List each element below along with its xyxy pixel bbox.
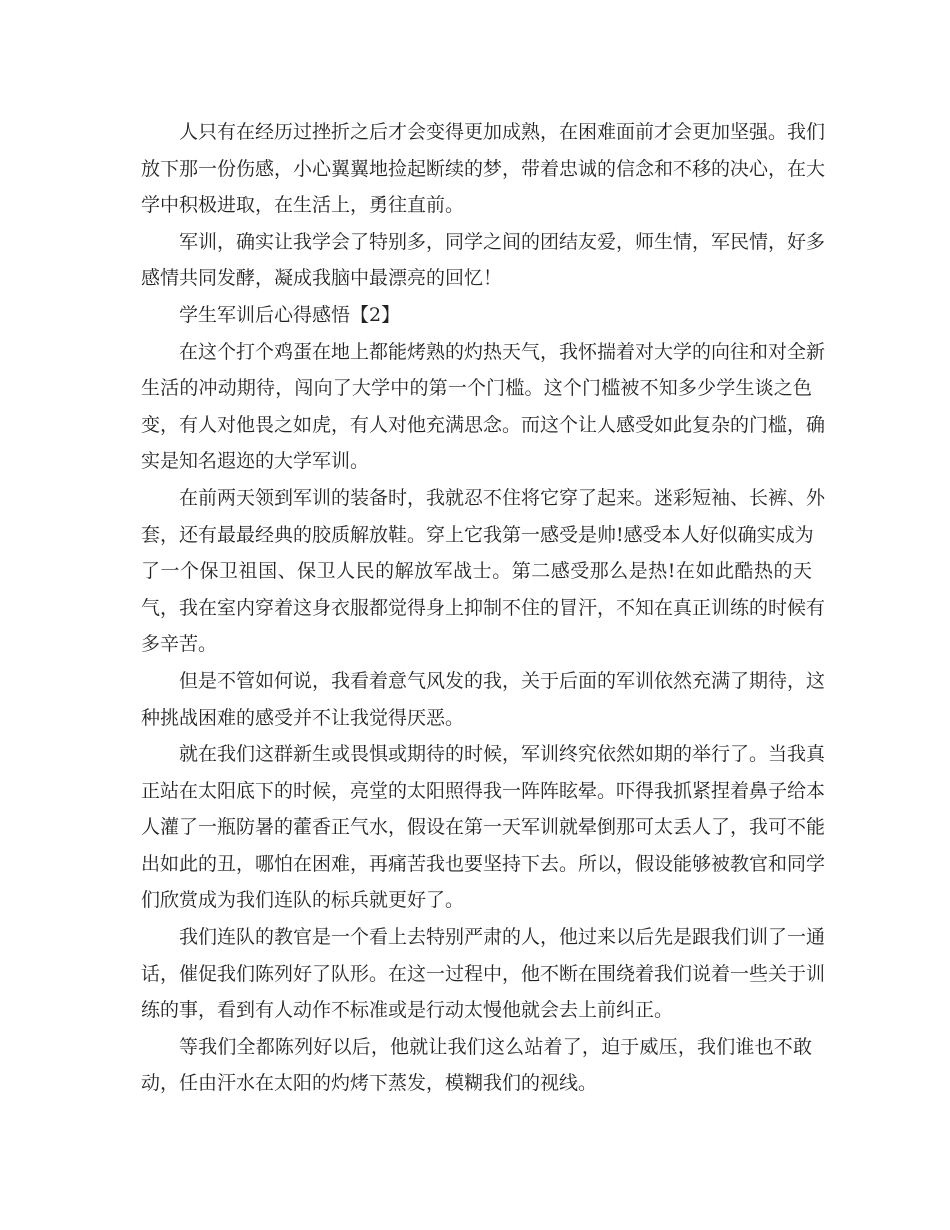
paragraph-line: 等我们全都陈列好以后，他就让我们这么站着了，迫于威压，我们谁也不敢 xyxy=(179,1035,812,1058)
paragraph-line: 在这个打个鸡蛋在地上都能烤熟的灼热天气，我怀揣着对大学的向往和对全新 xyxy=(179,340,826,363)
paragraph-line: 出如此的丑，哪怕在困难，再痛苦我也要坚持下去。所以，假设能够被教官和同学 xyxy=(141,852,826,875)
paragraph-line: 在前两天领到军训的装备时，我就忍不住将它穿了起来。迷彩短袖、长裤、外 xyxy=(179,486,826,509)
paragraph-line: 生活的冲动期待，闯向了大学中的第一个门槛。这个门槛被不知多少学生谈之色 xyxy=(141,377,812,400)
paragraph-line: 种挑战困难的感受并不让我觉得厌恶。 xyxy=(141,706,465,729)
paragraph-line: 动，任由汗水在太阳的灼烤下蒸发，模糊我们的视线。 xyxy=(141,1072,598,1095)
paragraph-line: 放下那一份伤感，小心翼翼地捡起断续的梦，带着忠诚的信念和不移的决心，在大 xyxy=(141,157,826,180)
paragraph-line: 感情共同发酵，凝成我脑中最漂亮的回忆！ xyxy=(141,267,503,290)
paragraph-line: 军训，确实让我学会了特别多，同学之间的团结友爱，师生情，军民情，好多 xyxy=(179,230,826,253)
paragraph-line: 学中积极进取，在生活上，勇往直前。 xyxy=(141,194,465,217)
paragraph-line: 就在我们这群新生或畏惧或期待的时候，军训终究依然如期的举行了。当我真 xyxy=(179,743,826,766)
paragraph-line: 人只有在经历过挫折之后才会变得更加成熟，在困难面前才会更加坚强。我们 xyxy=(179,121,826,143)
paragraph-line: 实是知名遐迩的大学军训。 xyxy=(141,450,370,473)
paragraph-line: 人灌了一瓶防暑的藿香正气水，假设在第一天军训就晕倒那可太丢人了，我可不能 xyxy=(141,816,826,839)
paragraph-line: 多辛苦。 xyxy=(141,633,218,656)
document-body xyxy=(141,114,826,1102)
paragraph-line: 气，我在室内穿着这身衣服都觉得身上抑制不住的冒汗，不知在真正训练的时候有 xyxy=(141,596,826,619)
section-heading: 学生军训后心得感悟【2】 xyxy=(179,303,401,326)
paragraph-line: 了一个保卫祖国、保卫人民的解放军战士。第二感受那么是热!在如此酷热的天 xyxy=(141,560,812,583)
paragraph-line: 练的事，看到有人动作不标准或是行动太慢他就会去上前纠正。 xyxy=(141,999,674,1022)
paragraph-line: 但是不管如何说，我看着意气风发的我，关于后面的军训依然充满了期待，这 xyxy=(179,669,826,692)
paragraph-line: 套，还有最最经典的胶质解放鞋。穿上它我第一感受是帅!感受本人好似确实成为 xyxy=(141,523,814,546)
paragraph-line: 话，催促我们陈列好了队形。在这一过程中，他不断在围绕着我们说着一些关于训 xyxy=(141,962,826,985)
paragraph-line: 我们连队的教官是一个看上去特别严肃的人，他过来以后先是跟我们训了一通 xyxy=(179,926,826,949)
paragraph-line: 们欣赏成为我们连队的标兵就更好了。 xyxy=(141,889,465,912)
paragraph-line: 变，有人对他畏之如虎，有人对他充满思念。而这个让人感受如此复杂的门槛，确 xyxy=(141,413,826,436)
paragraph-line: 正站在太阳底下的时候，亮堂的太阳照得我一阵阵眩晕。吓得我抓紧捏着鼻子给本 xyxy=(141,779,826,802)
